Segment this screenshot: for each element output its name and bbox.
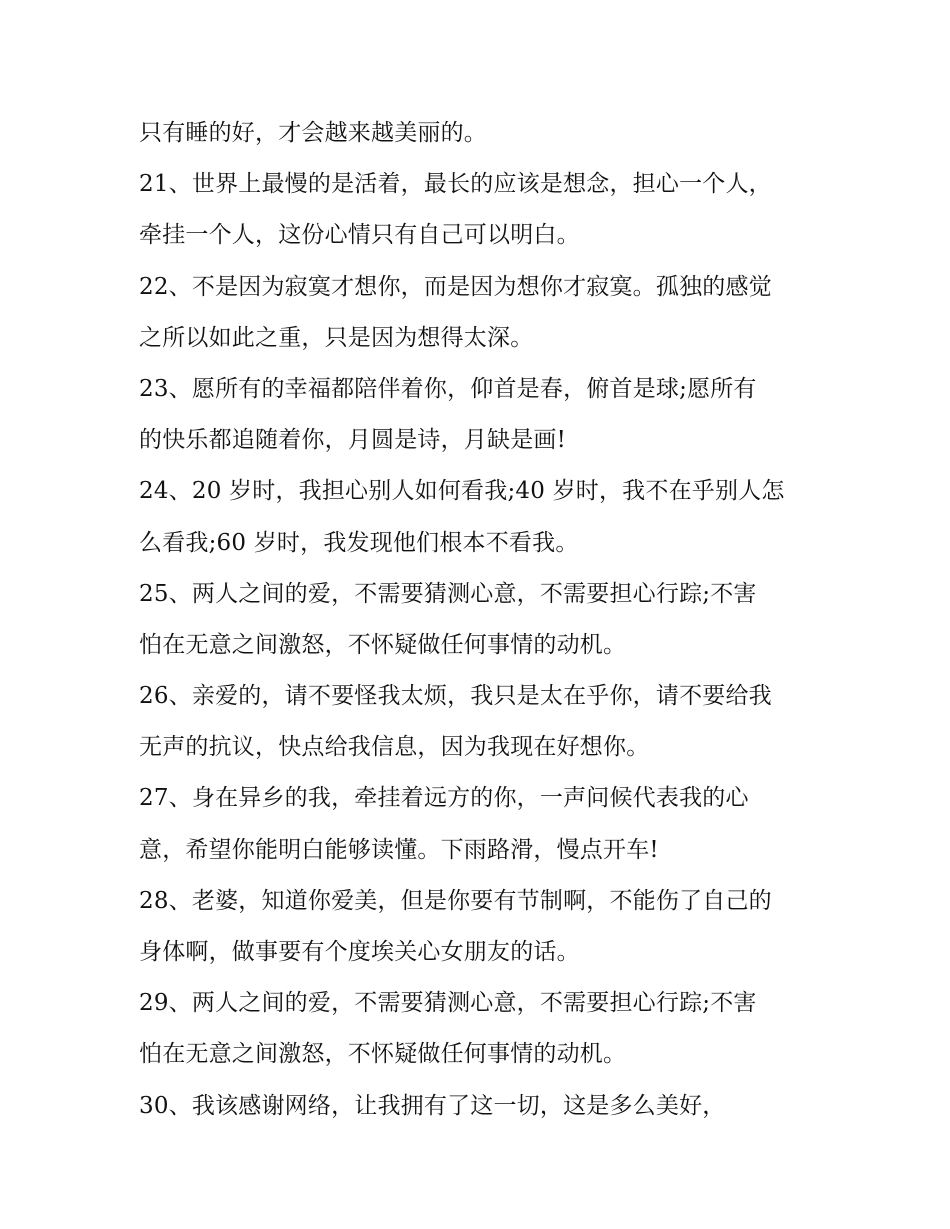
text-line: 意，希望你能明白能够读懂。下雨路滑，慢点开车! <box>139 836 659 863</box>
text-line: 么看我;60 岁时，我发现他们根本不看我。 <box>139 529 579 556</box>
text-line: 23、愿所有的幸福都陪伴着你，仰首是春，俯首是球;愿所有 <box>139 375 757 402</box>
text-line: 22、不是因为寂寞才想你，而是因为想你才寂寞。孤独的感觉 <box>139 273 772 300</box>
text-line: 26、亲爱的，请不要怪我太烦，我只是太在乎你，请不要给我 <box>139 683 772 710</box>
text-line: 28、老婆，知道你爱美，但是你要有节制啊，不能伤了自己的 <box>139 887 772 914</box>
text-line: 25、两人之间的爱，不需要猜测心意，不需要担心行踪;不害 <box>139 580 757 607</box>
text-line: 只有睡的好，才会越来越美丽的。 <box>139 120 487 146</box>
text-line: 30、我该感谢网络，让我拥有了这一切，这是多么美好， <box>139 1092 726 1119</box>
text-line: 27、身在异乡的我，牵挂着远方的你，一声问候代表我的心 <box>139 785 749 812</box>
text-line: 怕在无意之间激怒，不怀疑做任何事情的动机。 <box>139 1041 627 1068</box>
text-line: 牵挂一个人，这份心情只有自己可以明白。 <box>139 222 580 249</box>
text-line: 24、20 岁时，我担心别人如何看我;40 岁时，我不在乎别人怎 <box>139 478 785 505</box>
text-line: 的快乐都追随着你，月圆是诗，月缺是画! <box>139 427 567 454</box>
text-line: 身体啊，做事要有个度埃关心女朋友的话。 <box>139 939 580 965</box>
text-line: 无声的抗议，快点给我信息，因为我现在好想你。 <box>139 734 650 761</box>
text-line: 29、两人之间的爱，不需要猜测心意，不需要担心行踪;不害 <box>139 990 757 1017</box>
text-line: 之所以如此之重，只是因为想得太深。 <box>139 324 534 351</box>
document-body <box>139 108 829 1132</box>
text-line: 21、世界上最慢的是活着，最长的应该是想念，担心一个人， <box>139 171 772 198</box>
text-line: 怕在无意之间激怒，不怀疑做任何事情的动机。 <box>139 631 627 658</box>
